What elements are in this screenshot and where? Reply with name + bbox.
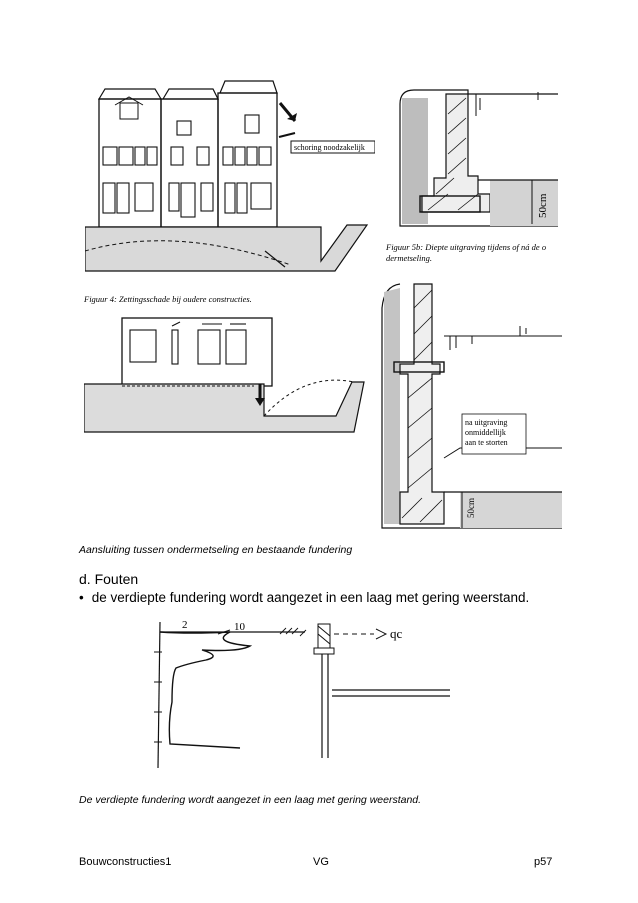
note-line-1: na uitgraving	[465, 418, 508, 427]
caption-connection: Aansluiting tussen ondermetseling en bestaande fundering	[79, 544, 353, 556]
footer-left: Bouwconstructies1	[79, 856, 172, 868]
caption-figure-5b-line1: Figuur 5b: Diepte uitgraving tijdens of ná de o	[386, 242, 547, 252]
figure-excavation-depth	[398, 84, 558, 234]
figure-underpinning-connection	[376, 278, 562, 540]
section-title: d. Fouten	[79, 571, 139, 587]
bullet-dot: •	[79, 590, 84, 605]
note-line-3: aan te storten	[465, 438, 508, 447]
figure-settlement-section	[84, 312, 374, 437]
sketch-cpt-profile	[90, 612, 450, 772]
bullet-item	[79, 590, 529, 605]
caption-figure-5b	[386, 242, 546, 264]
figure-houses-settlement	[85, 75, 375, 290]
dimension-50cm-top: 50cm	[537, 193, 549, 218]
dimension-50cm-bottom: 50cm	[466, 498, 476, 518]
caption-figure-5b-line2: dermetseling.	[386, 253, 433, 263]
label-shoring: schoring noodzakelijk	[294, 143, 365, 152]
sketch-label-2: 2	[182, 619, 188, 631]
sketch-label-qc: qc	[390, 626, 403, 641]
footer-center: VG	[313, 856, 329, 868]
sketch-label-10: 10	[234, 621, 245, 633]
note-line-2: onmiddellijk	[465, 428, 506, 437]
footer-right: p57	[534, 856, 553, 868]
caption-weak-layer: De verdiepte fundering wordt aangezet in een laag met gering weerstand.	[79, 794, 422, 806]
bullet-text: de verdiepte fundering wordt aangezet in een laag met gering weerstand.	[91, 590, 530, 605]
caption-figure-4: Figuur 4: Zettingsschade bij oudere constructies.	[84, 294, 252, 304]
